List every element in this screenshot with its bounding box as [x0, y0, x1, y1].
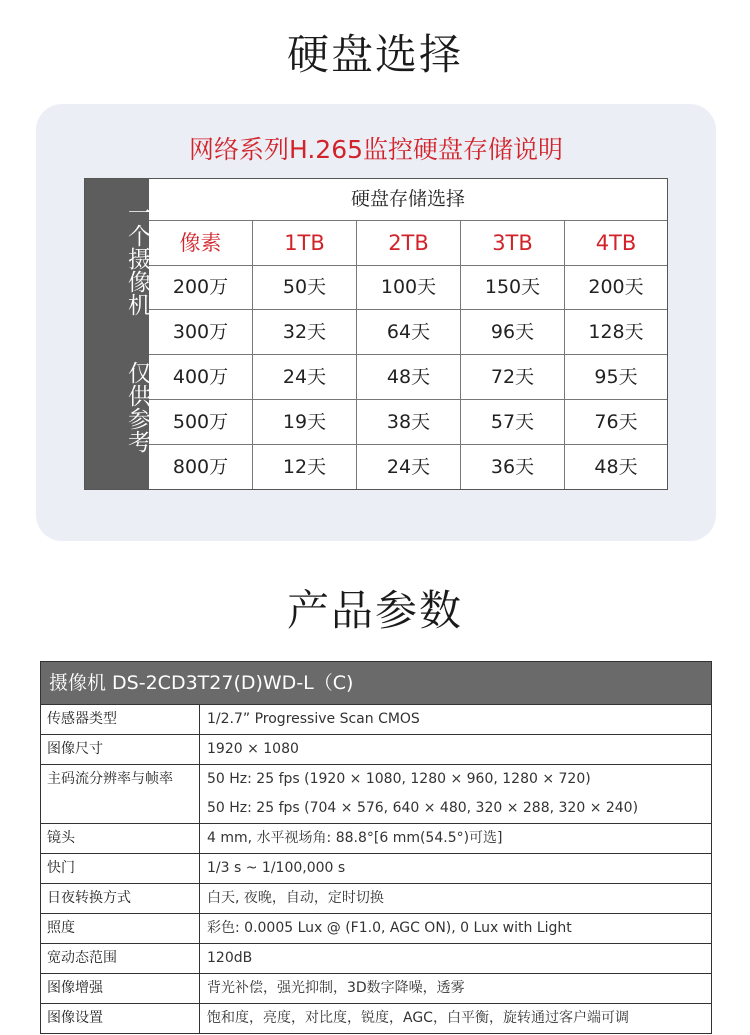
params-header: 摄像机 DS-2CD3T27(D)WD-L（C): [41, 662, 711, 705]
param-value: [200, 884, 711, 913]
param-key-text: 图像尺寸: [47, 741, 103, 757]
param-key: [41, 854, 200, 883]
table-cell: 500万: [149, 400, 253, 444]
column-header-cell: 4TB: [595, 231, 637, 255]
table-cell: 48天: [357, 355, 461, 399]
table-cell: 24天: [253, 355, 357, 399]
param-key: [41, 974, 200, 1003]
table-cell: 200天: [588, 276, 644, 298]
param-value-text: 50 Hz: 25 fps (704 × 576, 640 × 480, 320 × 288, 320 × 240): [207, 800, 639, 816]
table-cell: 64天: [357, 310, 461, 354]
table-cell: 150天: [461, 265, 565, 309]
param-row: [41, 705, 711, 735]
table-cell: 38天: [357, 400, 461, 444]
side-label-bottom: 仅供参考: [124, 361, 150, 453]
table-row: [149, 355, 667, 400]
table-cell: 128天: [588, 321, 644, 343]
param-key-text: 主码流分辨率与帧率: [47, 771, 173, 787]
param-row: [41, 974, 711, 1004]
table-cell: 48天: [594, 456, 638, 478]
param-value-text: 50 Hz: 25 fps (1920 × 1080, 1280 × 960, 1280 × 720): [207, 771, 591, 787]
table-row: [149, 400, 667, 445]
param-row: [41, 1004, 711, 1033]
table-cell: 96天: [461, 310, 565, 354]
table-cell: 72天: [461, 355, 565, 399]
param-value: [200, 854, 711, 883]
table-cell: 32天: [253, 310, 357, 354]
param-value-text: 1920 × 1080: [207, 741, 299, 757]
params-table: [40, 661, 712, 1034]
table-cell: 76天: [594, 411, 638, 433]
param-key-text: 照度: [47, 920, 75, 936]
param-key: [41, 705, 200, 734]
table-cell: 36天: [461, 445, 565, 489]
storage-card: [36, 104, 716, 541]
section-title-disk: 硬盘选择: [286, 30, 463, 79]
param-value: [200, 765, 711, 823]
param-value-text: 120dB: [207, 950, 253, 966]
table-cell: 12天: [253, 445, 357, 489]
param-value-text: 1/2.7” Progressive Scan CMOS: [207, 711, 420, 727]
storage-grid: [149, 179, 667, 489]
storage-column-header-row: [149, 221, 667, 266]
param-key: [41, 765, 200, 823]
param-value: [200, 914, 711, 943]
section-title-params: 产品参数: [286, 586, 463, 635]
param-key-text: 图像设置: [47, 1010, 103, 1026]
table-cell: 200万: [149, 265, 253, 309]
param-row: [41, 824, 711, 854]
param-value-text: 白天, 夜晚，自动，定时切换: [207, 890, 384, 906]
param-value: [200, 705, 711, 734]
param-value-text: 4 mm, 水平视场角: 88.8°[6 mm(54.5°)可选]: [207, 830, 503, 846]
param-key: [41, 1004, 200, 1033]
param-key-text: 传感器类型: [47, 711, 117, 727]
param-value-text: 饱和度，亮度，对比度，锐度，AGC，白平衡，旋转通过客户端可调: [207, 1010, 629, 1026]
param-key: [41, 914, 200, 943]
table-cell: 50天: [253, 265, 357, 309]
param-key: [41, 735, 200, 764]
table-cell: 57天: [461, 400, 565, 444]
param-row: [41, 944, 711, 974]
param-value: [200, 944, 711, 973]
column-header-cell: 2TB: [357, 221, 461, 265]
param-row: [41, 735, 711, 765]
param-value: [200, 735, 711, 764]
table-cell: 300万: [149, 310, 253, 354]
table-row: [149, 265, 667, 310]
table-cell: 100天: [357, 265, 461, 309]
param-key: [41, 944, 200, 973]
table-cell: 95天: [594, 366, 638, 388]
table-cell: 400万: [149, 355, 253, 399]
param-row: [41, 914, 711, 944]
param-value: [200, 1004, 711, 1033]
param-key-text: 日夜转换方式: [47, 890, 131, 906]
card-title: 网络系列H.265监控硬盘存储说明: [188, 135, 564, 164]
column-header-cell: 像素: [149, 221, 253, 265]
param-value-text: 背光补偿，强光抑制，3D数字降噪，透雾: [207, 980, 465, 996]
param-key-text: 镜头: [47, 830, 75, 846]
param-row: [41, 765, 711, 824]
param-key-text: 快门: [47, 860, 75, 876]
param-key-text: 图像增强: [47, 980, 103, 996]
column-header-cell: 1TB: [253, 221, 357, 265]
storage-table: [84, 178, 668, 490]
param-value-text: 1/3 s ~ 1/100,000 s: [207, 860, 346, 876]
param-value-text: 彩色: 0.0005 Lux @ (F1.0, AGC ON), 0 Lux with Light: [207, 920, 572, 936]
param-key-text: 宽动态范围: [47, 950, 117, 966]
table-cell: 24天: [357, 445, 461, 489]
table-cell: 800万: [149, 445, 253, 489]
storage-table-header: 硬盘存储选择: [149, 179, 667, 221]
table-cell: 19天: [253, 400, 357, 444]
param-row: [41, 854, 711, 884]
param-value: [200, 974, 711, 1003]
param-value: [200, 824, 711, 853]
side-label-column: [85, 179, 149, 489]
table-row: [149, 310, 667, 355]
param-row: [41, 884, 711, 914]
param-key: [41, 884, 200, 913]
column-header-cell: 3TB: [461, 221, 565, 265]
param-key: [41, 824, 200, 853]
table-row: [149, 445, 667, 489]
side-label-top: 一个摄像机: [124, 201, 150, 316]
